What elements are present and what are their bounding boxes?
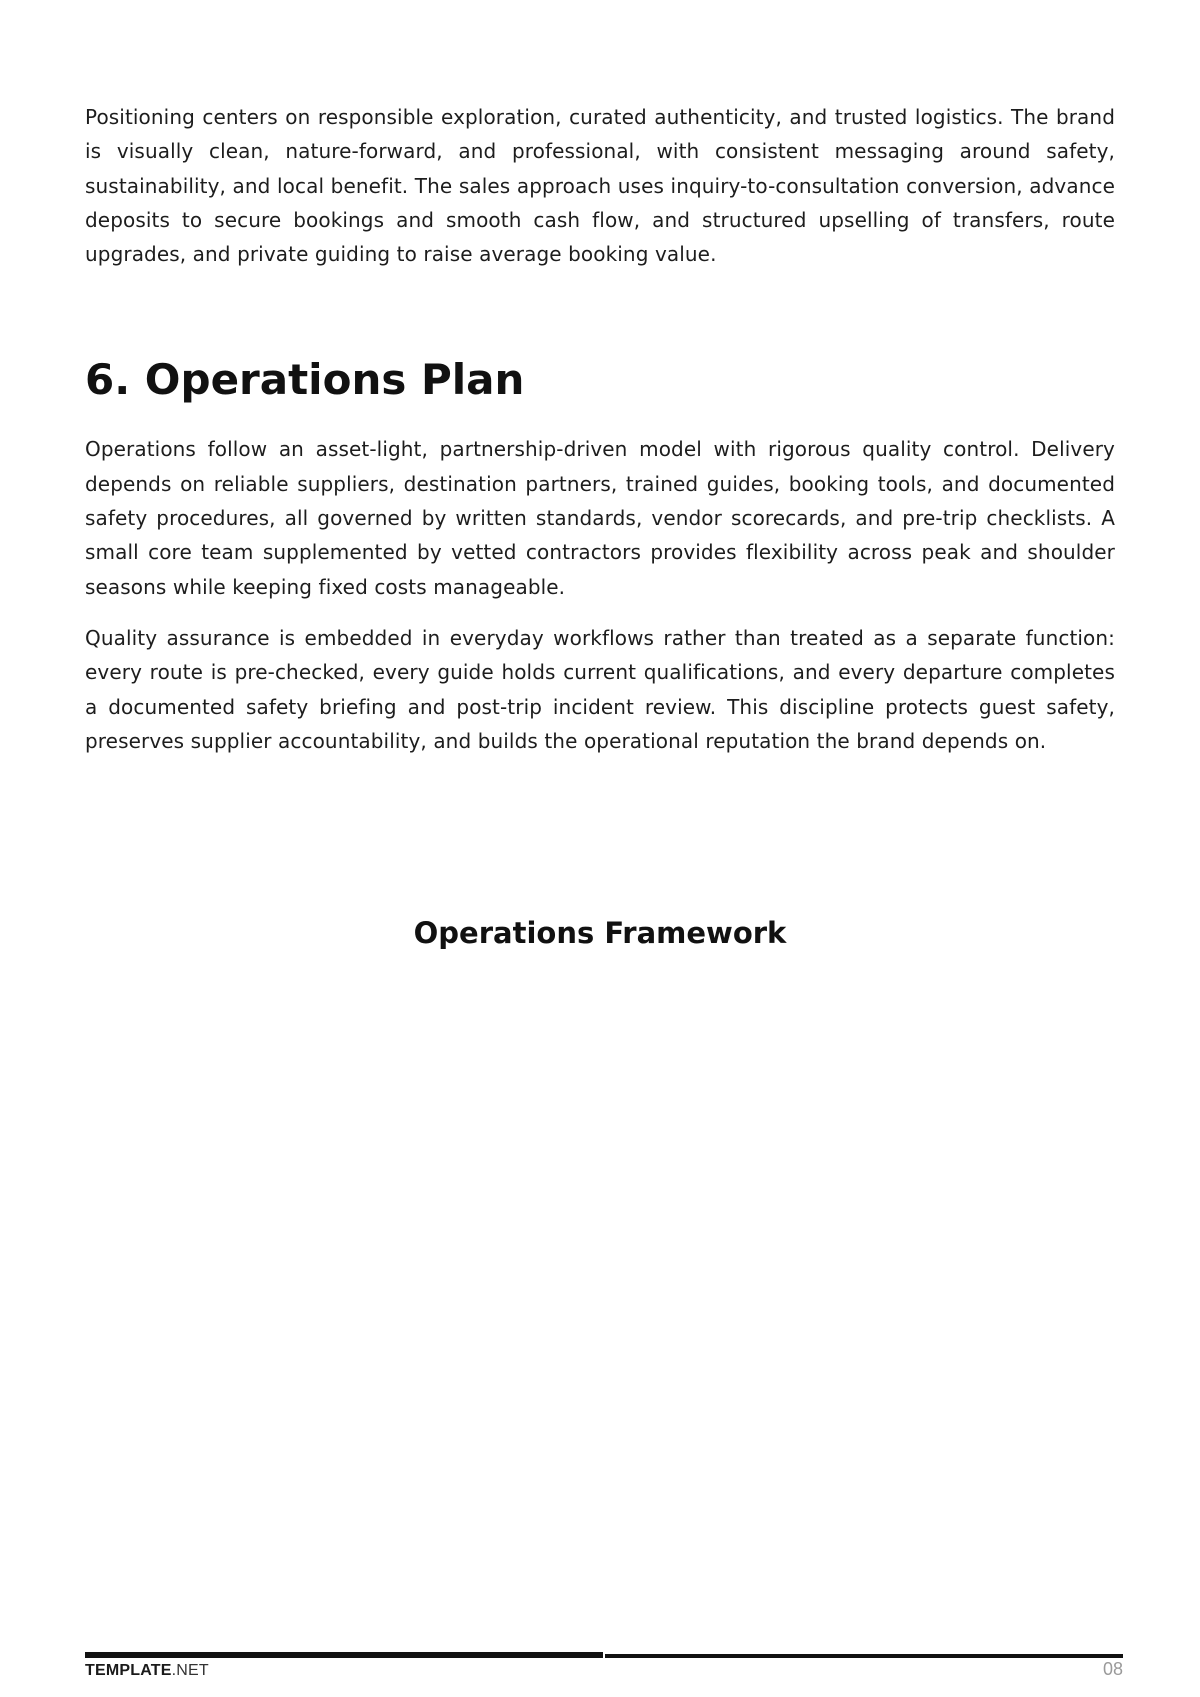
section-paragraph-2: Quality assurance is embedded in everyday workflows rather than treated as a separate function: every route is pre-checked, every guide holds current qualifications, and every departure completes a documented safety briefing and post-trip incident review. This discipline protects guest safety, preserves supplier accountability, and builds the operational reputation the brand depends on. <box>85 625 1115 753</box>
page-footer <box>85 1652 1123 1682</box>
page-content <box>85 100 1115 1553</box>
section-paragraph-1: Operations follow an asset-light, partnership-driven model with rigorous quality control. Delivery depends on reliable suppliers, destination partners, trained guides, booking tools, and documented safety procedures, all governed by written standards, vendor scorecards, and pre-trip checklists. A small core team supplemented by vetted contractors provides flexibility across peak and shoulder seasons while keeping fixed costs manageable. <box>85 437 1115 599</box>
figure-area <box>85 953 1115 1553</box>
footer-brand-strong: TEMPLATE <box>85 1662 172 1679</box>
footer-rule-left <box>85 1652 603 1658</box>
footer-brand-light: .NET <box>171 1662 209 1679</box>
footer-rule-right <box>605 1654 1123 1658</box>
figure-title: Operations Framework <box>413 916 787 951</box>
page-number: 08 <box>1102 1659 1123 1679</box>
intro-paragraph: Positioning centers on responsible exploration, curated authenticity, and trusted logistics. The brand is visually clean, nature-forward, and professional, with consistent messaging around safety, sustainability, and local benefit. The sales approach uses inquiry-to-consultation conversion, advance deposits to secure bookings and smooth cash flow, and structured upselling of transfers, route upgrades, and private guiding to raise average booking value. <box>85 105 1115 267</box>
footer-brand-logo <box>85 1662 209 1680</box>
section-heading: 6. Operations Plan <box>85 355 525 405</box>
